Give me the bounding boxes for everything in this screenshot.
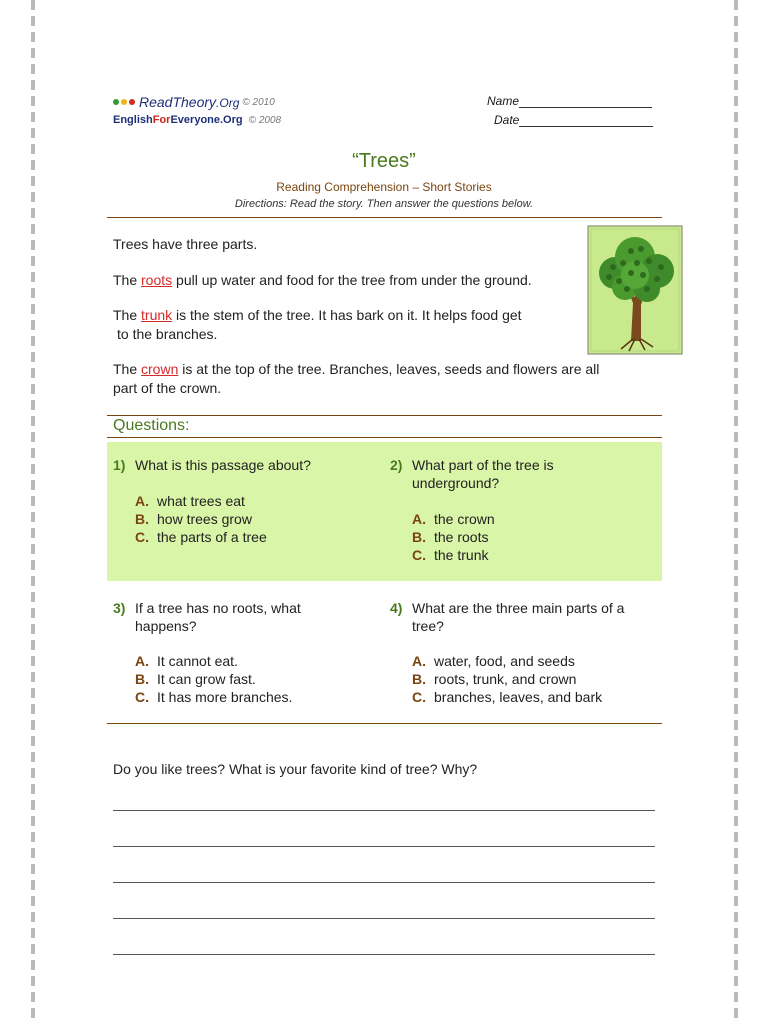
open-response-question: Do you like trees? What is your favorite kind of tree? Why? (113, 761, 478, 777)
answer-line-1[interactable] (113, 810, 655, 811)
q3-option-a[interactable]: A. It cannot eat. (135, 653, 238, 669)
name-field[interactable] (519, 96, 652, 108)
q3-option-b[interactable]: B. It can grow fast. (135, 671, 256, 687)
divider-after-questions (107, 723, 662, 724)
page-title: “Trees” (352, 150, 416, 172)
yellow-dot-icon (121, 99, 127, 105)
tree-illustration-icon (585, 223, 685, 358)
header-logos (113, 94, 281, 128)
q4-option-c[interactable]: C. branches, leaves, and bark (412, 689, 603, 705)
readtheory-wordmark: ReadTheory.Org (139, 94, 240, 110)
date-field[interactable] (519, 115, 653, 127)
story-paragraph-4: The crown is at the top of the tree. Branches, leaves, seeds and flowers are all part of the crown. (113, 361, 600, 396)
keyword-trunk: trunk (141, 307, 173, 323)
question-4: 4) What are the three main parts of a tree? A. water, food, and seeds B. roots, trunk, and crown C. branches, leaves, and bark (390, 600, 625, 705)
date-field-row (487, 113, 653, 132)
q2-option-c[interactable]: C. the trunk (412, 547, 489, 563)
answer-line-5[interactable] (113, 954, 655, 955)
answer-line-3[interactable] (113, 882, 655, 883)
student-fields (487, 94, 653, 132)
question-2: 2) What part of the tree is underground? A. the crown B. the roots C. the trunk (390, 457, 554, 563)
efe-copyright: © 2008 (248, 115, 282, 126)
green-dot-icon (113, 99, 119, 105)
divider-top (107, 217, 662, 218)
q2-option-b[interactable]: B. the roots (412, 529, 489, 545)
englishforeveryone-logo: EnglishForEveryone.Org © 2008 (113, 114, 282, 126)
keyword-crown: crown (141, 361, 179, 377)
story-paragraph-2: The roots pull up water and food for the tree from under the ground. (113, 272, 532, 288)
red-dot-icon (129, 99, 135, 105)
story-paragraph-3: The trunk is the stem of the tree. It has bark on it. It helps food get to the branches. (113, 307, 522, 342)
q3-option-c[interactable]: C. It has more branches. (135, 689, 293, 705)
question-1: 1) What is this passage about? A. what trees eat B. how trees grow C. the parts of a tree (113, 457, 311, 545)
answer-line-2[interactable] (113, 846, 655, 847)
readtheory-logo (113, 94, 281, 110)
name-label: Name (487, 94, 520, 108)
page-subtitle: Reading Comprehension – Short Stories (276, 180, 492, 194)
question-3-text: If a tree has no roots, what happens? (135, 600, 301, 634)
answer-line-4[interactable] (113, 918, 655, 919)
date-label: Date (494, 113, 520, 127)
questions-heading: Questions: (113, 417, 190, 434)
readtheory-copyright: © 2010 (242, 96, 275, 108)
q1-option-c[interactable]: C. the parts of a tree (135, 529, 267, 545)
q4-option-b[interactable]: B. roots, trunk, and crown (412, 671, 577, 687)
question-2-text: What part of the tree is underground? (412, 457, 554, 491)
divider-questions-top (107, 415, 662, 416)
keyword-roots: roots (141, 272, 173, 288)
divider-questions-bottom (107, 437, 662, 438)
question-3: 3) If a tree has no roots, what happens? A. It cannot eat. B. It can grow fast. C. It has more branches. (113, 600, 301, 705)
question-4-text: What are the three main parts of a tree? (412, 600, 625, 634)
q1-option-b[interactable]: B. how trees grow (135, 511, 252, 527)
q1-option-a[interactable]: A. what trees eat (135, 493, 245, 509)
q2-option-a[interactable]: A. the crown (412, 511, 495, 527)
directions-text: Directions: Read the story. Then answer the questions below. (234, 198, 534, 210)
q4-option-a[interactable]: A. water, food, and seeds (412, 653, 575, 669)
question-1-text: What is this passage about? (135, 457, 311, 473)
story-paragraph-1: Trees have three parts. (113, 236, 258, 252)
name-field-row (487, 94, 653, 113)
